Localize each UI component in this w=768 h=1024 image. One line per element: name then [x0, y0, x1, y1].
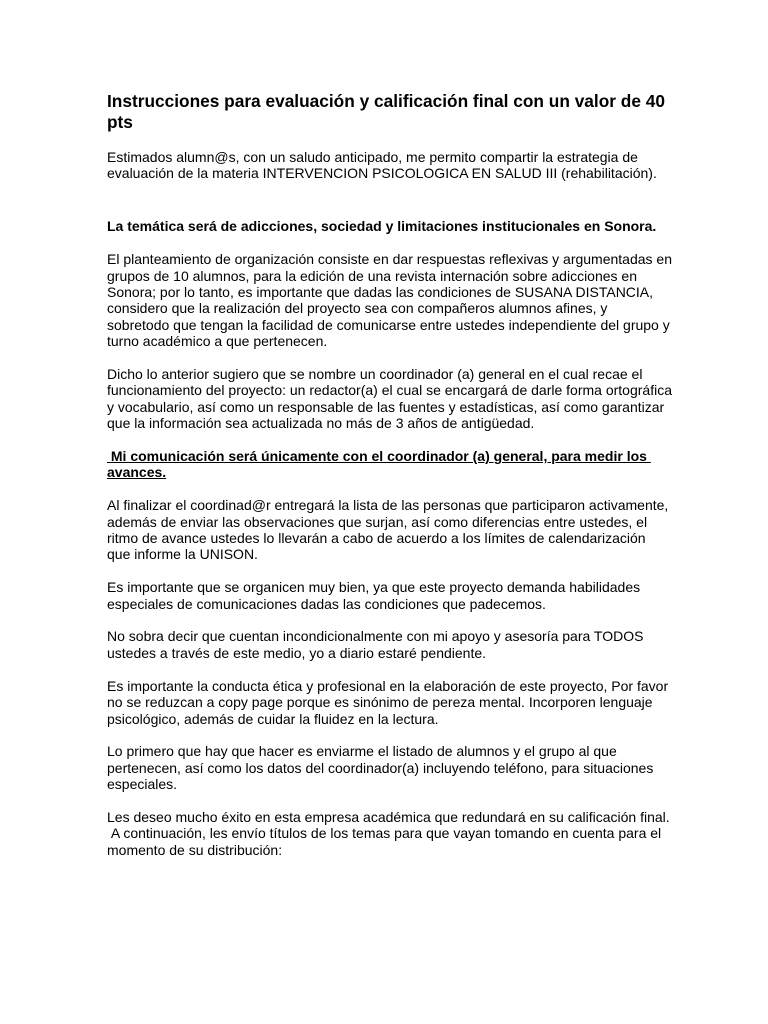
paragraph-ethics: Es importante la conducta ética y profesional en la elaboración de este proyecto, Por favor no se reduzcan a copy page porque es sinónimo de pereza mental. Incorporen lenguaje psicológico, además de cuidar la fluidez en la lectura. [107, 677, 669, 727]
document-page [107, 91, 672, 875]
paragraph-topics-intro: A continuación, les envío títulos de los temas para que vayan tomando en cuenta para el momento de su distribución: [107, 825, 666, 858]
paragraph-closing: Les deseo mucho éxito en esta empresa académica que redundará en su calificación final. [107, 808, 670, 825]
paragraph-first-steps: Lo primero que hay que hacer es enviarme el listado de alumnos y el grupo al que pertenecen, así como los datos del coordinador(a) incluyendo teléfono, para situaciones especiales. [107, 743, 654, 793]
paragraph-coordinator: Dicho lo anterior sugiero que se nombre un coordinador (a) general en el cual recae el funcionamiento del proyecto: un redactor(a) el cual se encargará de darle forma ortográfica y vocabulario, así como un responsable de las fuentes y estadísticas, así como garantizar que la información sea actualizada no más de 3 años de antigüedad. [107, 366, 672, 432]
paragraph-organization-skills: Es importante que se organicen muy bien, ya que este proyecto demanda habilidades especiales de comunicaciones dadas las condiciones que padecemos. [107, 579, 641, 612]
intro-paragraph: Estimados alumn@s, con un saludo anticipado, me permito compartir la estrategia de evaluación de la materia INTERVENCION PSICOLOGICA EN SALUD III (rehabilitación). [107, 149, 657, 182]
communication-notice: Mi comunicación será únicamente con el coordinador (a) general, para medir los avances. [107, 448, 651, 481]
paragraph-organization: El planteamiento de organización consiste en dar respuestas reflexivas y argumentadas en grupos de 10 alumnos, para la edición de una revista internación sobre adicciones en Sonora; por lo tanto, es importante que dadas las condiciones de SUSANA DISTANCIA, considero que la realización del proyecto sea con compañeros alumnos afines, y sobretodo que tengan la facilidad de comunicarse entre ustedes independiente del grupo y turno académico a que pertenecen. [107, 251, 672, 350]
paragraph-final-report: Al finalizar el coordinad@r entregará la lista de las personas que participaron activamente, además de enviar las observaciones que surjan, así como diferencias entre ustedes, el ritmo de avance ustedes lo llevarán a cabo de acuerdo a los límites de calendarización que informe la UNISON. [107, 497, 669, 563]
topic-statement: La temática será de adicciones, sociedad y limitaciones institucionales en Sonora. [107, 217, 657, 234]
paragraph-support: No sobra decir que cuentan incondicionalmente con mi apoyo y asesoría para TODOS ustedes a través de este medio, yo a diario estaré pendiente. [107, 628, 644, 661]
document-title: Instrucciones para evaluación y calificación final con un valor de 40 pts [107, 91, 665, 132]
